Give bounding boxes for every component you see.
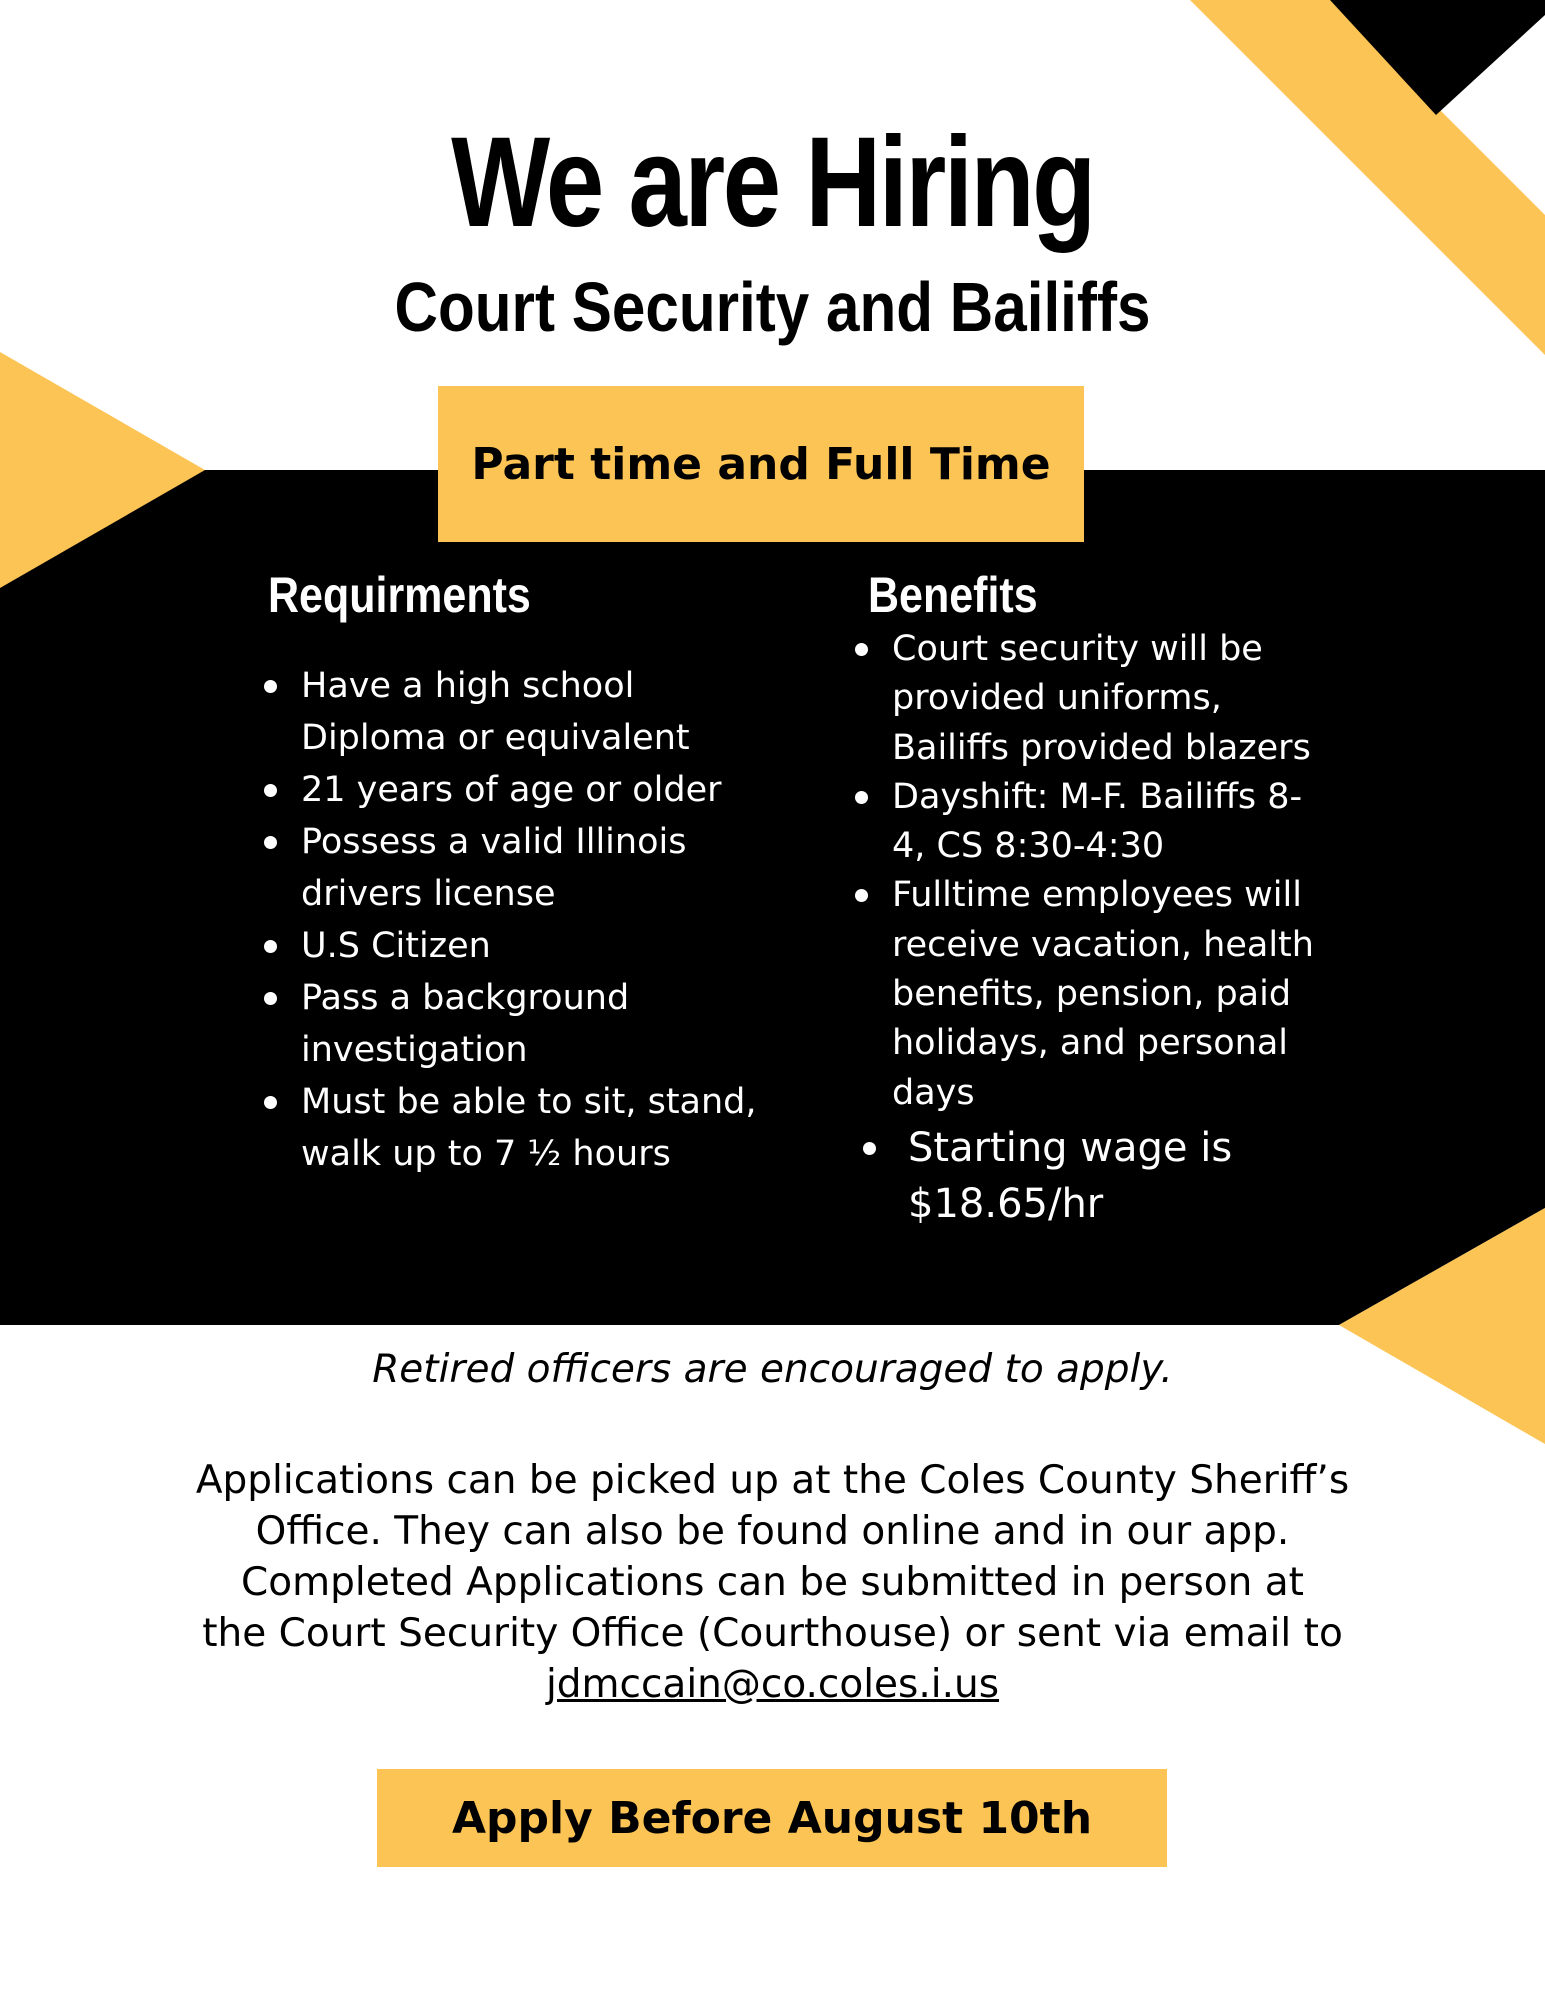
email-link[interactable]: jdmccain@co.coles.i.us — [545, 1662, 1000, 1707]
apply-deadline-banner: Apply Before August 10th — [377, 1769, 1167, 1867]
list-item: Have a high school Diploma or equivalent — [261, 660, 781, 764]
list-item: 21 years of age or older — [261, 764, 781, 816]
retired-officers-note: Retired officers are encouraged to apply. — [372, 1347, 1173, 1392]
list-item: Dayshift: M-F. Bailiffs 8-4, CS 8:30-4:30 — [852, 773, 1332, 872]
application-text-line: Applications can be picked up at the Coles County Sheriff’s — [195, 1458, 1350, 1503]
application-text-line: Office. They can also be found online and in our app. — [255, 1509, 1290, 1554]
list-item: Fulltime employees will receive vacation, health benefits, pension, paid holidays, and personal days — [852, 871, 1332, 1117]
list-item: Possess a valid Illinois drivers license — [261, 816, 781, 920]
requirements-heading: Requirments — [268, 567, 531, 623]
application-instructions — [0, 1455, 1545, 1710]
requirements-list — [261, 660, 781, 1180]
page-subtitle: Court Security and Bailiffs — [394, 268, 1151, 346]
list-item: Pass a background investigation — [261, 972, 781, 1076]
list-item: U.S Citizen — [261, 920, 781, 972]
list-item: Must be able to sit, stand, walk up to 7 ½ hours — [261, 1076, 781, 1180]
benefits-heading: Benefits — [868, 567, 1038, 623]
list-item: Starting wage is $18.65/hr — [860, 1120, 1332, 1232]
page-title: We are Hiring — [451, 111, 1094, 254]
list-item: Court security will be provided uniforms, Bailiffs provided blazers — [852, 625, 1332, 773]
employment-type-badge: Part time and Full Time — [438, 386, 1084, 542]
benefits-list — [852, 625, 1332, 1232]
application-text-line: Completed Applications can be submitted in person at — [241, 1560, 1304, 1605]
application-text-line: the Court Security Office (Courthouse) or sent via email to — [202, 1611, 1343, 1656]
